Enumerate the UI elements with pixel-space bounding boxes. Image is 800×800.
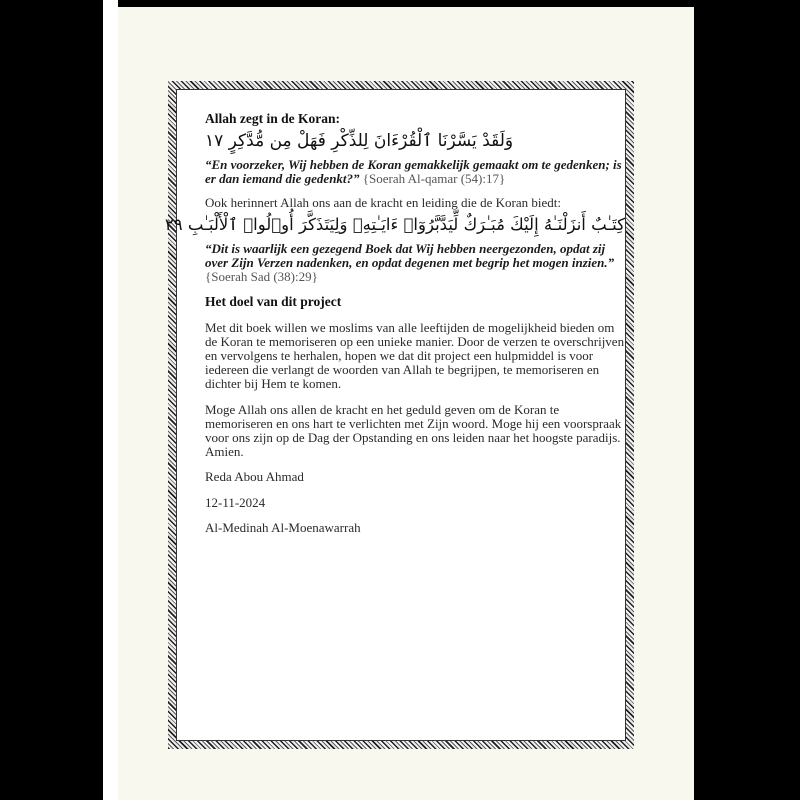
section-heading: Het doel van dit project <box>205 294 342 310</box>
verse2-translation <box>205 242 625 285</box>
signature-date: 12-11-2024 <box>205 494 266 510</box>
document-content <box>164 111 625 535</box>
paragraph-purpose: Met dit boek willen we moslims van alle leeftijden de mogelijkheid bieden om de Koran te memoriseren op een unieke manier. Door de verzen te overschrijven en vervolgens te herhalen, hopen we dat dit project een hulpmiddel is voor iedereen die verlangt de woorden van Allah te begrijpen, te memoriseren en dichter bij Hem te komen. <box>205 319 625 392</box>
verse2-translation-text: “Dit is waarlijk een gezegend Boek dat Wij hebben neergezonden, opdat zij over Zijn Verzen nadenken, en opdat degenen met begrip het mogen inzien.” <box>205 240 615 271</box>
verse1-arabic: وَلَقَدْ يَسَّرْنَا ٱلْقُرْءَانَ لِلذِّكْرِ فَهَلْ مِن مُّدَّكِرٍ ١٧ <box>205 131 514 152</box>
left-margin-strip <box>103 0 118 800</box>
intro2-text: Ook herinnert Allah ons aan de kracht en leiding die de Koran biedt: <box>205 194 561 210</box>
verse2-reference: {Soerah Sad (38):29} <box>205 269 318 285</box>
signature-place: Al-Medinah Al-Moenawarrah <box>205 519 361 535</box>
verse1-reference: {Soerah Al-qamar (54):17} <box>359 171 506 187</box>
intro-heading: Allah zegt in de Koran: <box>205 111 340 126</box>
verse1-translation <box>205 158 625 186</box>
paragraph-prayer: Moge Allah ons allen de kracht en het geduld geven om de Koran te memoriseren en ons hart te verlichten met Zijn woord. Moge hij een voorspraak voor ons zijn op de Dag der Opstanding en ons leiden naar het hoogste paradijs. Amien. <box>205 401 622 460</box>
verse2-arabic: كِتَـٰبٌ أَنزَلْنَـٰهُ إِلَيْكَ مُبَـٰرَكٌ لِّيَدَّبَّرُوٓا۟ ءَايَـٰتِهِۦ وَلِيَتَذَكَّرَ أُو۟لُوا۟ ٱلْأَلْبَـٰبِ ٢٩ <box>164 214 625 234</box>
verse1-translation-text: “En voorzeker, Wij hebben de Koran gemakkelijk gemaakt om te gedenken; is er dan iemand die gedenkt?” <box>205 157 622 187</box>
signature-author: Reda Abou Ahmad <box>205 469 304 485</box>
